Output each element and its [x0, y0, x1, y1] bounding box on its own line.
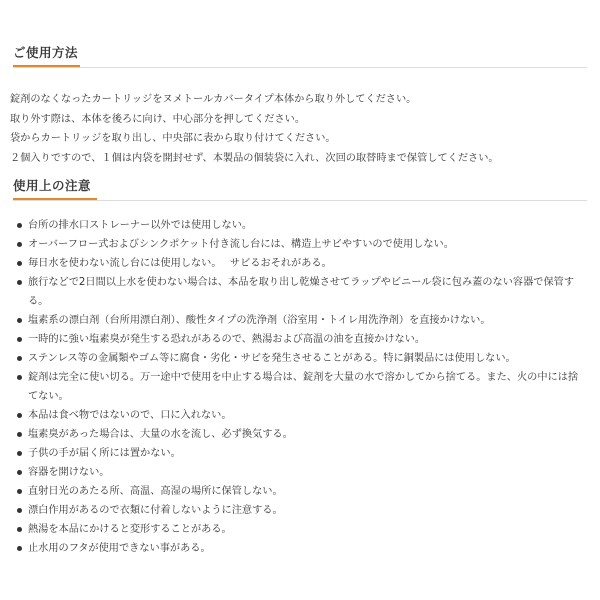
caution-item	[17, 330, 587, 349]
caution-item	[17, 349, 587, 368]
caution-item-text: 容器を開けない。	[28, 467, 110, 478]
caution-item	[17, 463, 587, 482]
bullet-icon	[17, 280, 22, 285]
usage-line: 袋からカートリッジを取り出し、中央部に表から取り付けてください。	[10, 133, 336, 144]
bullet-icon	[17, 489, 22, 494]
caution-item-text: 熱湯を本品にかけると変形することがある。	[28, 524, 232, 535]
caution-item-text: 毎日水を使わない流し台には使用しない。 サビるおそれがある。	[28, 258, 332, 269]
usage-line: 錠剤のなくなったカートリッジをヌメトールカバータイプ本体から取り外してください。	[10, 94, 417, 105]
caution-item	[17, 273, 587, 311]
caution-item-text: 本品は食べ物ではないので、口に入れない。	[28, 410, 232, 421]
caution-item	[17, 539, 587, 558]
caution-list	[17, 216, 587, 558]
caution-item	[17, 368, 587, 406]
bullet-icon	[17, 470, 22, 475]
caution-item-text: 直射日光のあたる所、高温、高湿の場所に保管しない。	[28, 486, 283, 497]
bullet-icon	[17, 337, 22, 342]
usage-title: ご使用方法	[13, 45, 79, 60]
caution-item-text: 塩素臭があった場合は、大量の水を流し、必ず換気する。	[28, 429, 293, 440]
caution-item-text: 旅行などで2日間以上水を使わない場合は、本品を取り出し乾燥させてラップやビニール袋に包み蓋のない容器で保管する。	[28, 277, 575, 307]
caution-item-text: 塩素系の漂白剤（台所用漂白剤）、酸性タイプの洗浄剤（浴室用・トイレ用洗浄剤）を直接かけない。	[28, 315, 491, 326]
caution-item	[17, 235, 587, 254]
caution-item	[17, 520, 587, 539]
caution-item	[17, 216, 587, 235]
bullet-icon	[17, 527, 22, 532]
caution-item-text: 一時的に強い塩素臭が発生する恐れがあるので、熱湯および高温の油を直接かけない。	[28, 334, 426, 345]
bullet-icon	[17, 546, 22, 551]
usage-title-rule	[13, 67, 587, 68]
caution-item-text: 子供の手が届く所には置かない。	[28, 448, 181, 459]
caution-item-text: オーバーフロー式およびシンクポケット付き流し台には、構造上サビやすいので使用しない。	[28, 239, 454, 250]
caution-item	[17, 425, 587, 444]
bullet-icon	[17, 413, 22, 418]
usage-instructions	[10, 90, 499, 168]
usage-line: 取り外す際は、本体を後ろに向け、中心部分を押してください。	[10, 113, 306, 125]
bullet-icon	[17, 223, 22, 228]
bullet-icon	[17, 432, 22, 437]
caution-item-text: 台所の排水口ストレーナー以外では使用しない。	[28, 220, 253, 231]
bullet-icon	[17, 318, 22, 323]
caution-item-text: 止水用のフタが使用できない事がある。	[28, 543, 211, 554]
caution-title-rule	[13, 200, 587, 201]
caution-item-text: ステンレス等の金属類やゴム等に腐食・劣化・サビを発生させることがある。特に銅製品には使用しない。	[28, 353, 516, 364]
bullet-icon	[17, 375, 22, 380]
bullet-icon	[17, 261, 22, 266]
caution-item-text: 漂白作用があるので衣類に付着しないように注意する。	[28, 505, 283, 516]
caution-item	[17, 254, 587, 273]
usage-line: ２個入りですので、１個は内袋を開封せず、本製品の個装袋に入れ、次回の取替時まで保管してください。	[10, 152, 499, 164]
bullet-icon	[17, 356, 22, 361]
caution-item	[17, 501, 587, 520]
caution-item	[17, 444, 587, 463]
caution-item	[17, 311, 587, 330]
caution-title: 使用上の注意	[13, 178, 92, 193]
bullet-icon	[17, 451, 22, 456]
caution-item-text: 錠剤は完全に使い切る。万一途中で使用を中止する場合は、錠剤を大量の水で溶かしてから捨てる。また、火の中には捨てない。	[28, 372, 579, 402]
bullet-icon	[17, 242, 22, 247]
caution-item	[17, 406, 587, 425]
bullet-icon	[17, 508, 22, 513]
caution-item	[17, 482, 587, 501]
